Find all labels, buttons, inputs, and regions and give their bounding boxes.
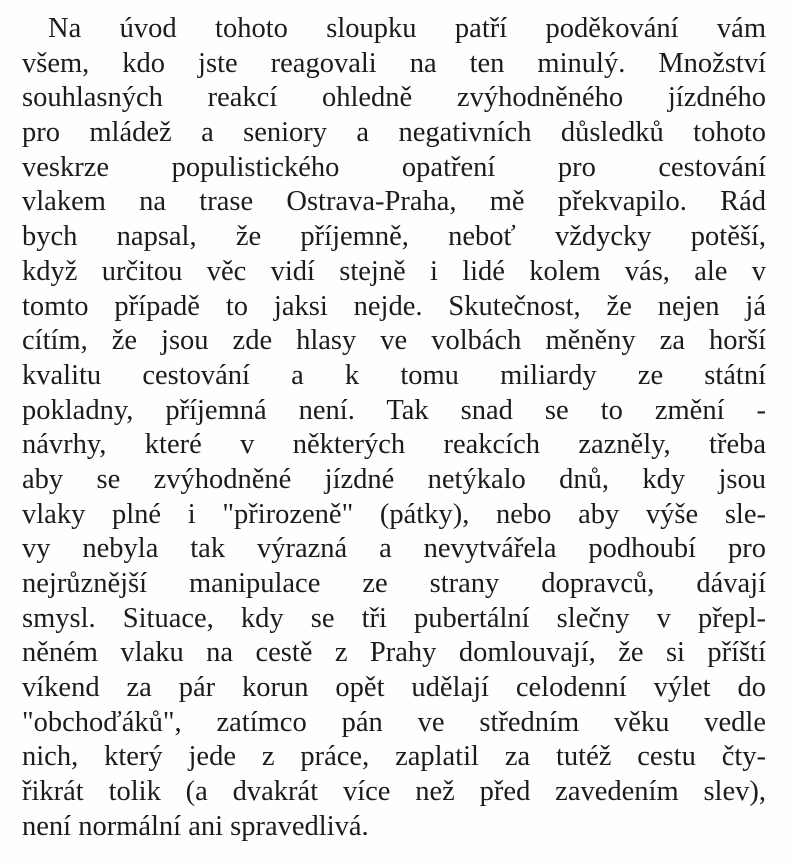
article-line: bych napsal, že příjemně, neboť vždycky potěší, xyxy=(22,221,766,253)
article-line: Na úvod tohoto sloupku patří poděkování vám xyxy=(48,13,766,44)
article-line: vlakem na trase Ostrava-Praha, mě překvapilo. Rád xyxy=(22,186,766,218)
article-line: "obchoďáků", zatímco pán ve středním věku vedle xyxy=(22,706,766,738)
article-line: pokladny, příjemná není. Tak snad se to změní - xyxy=(22,394,766,426)
article-line: není normální ani spravedlivá. xyxy=(22,810,369,842)
article-line: nejrůznější manipulace ze strany dopravců, dávají xyxy=(22,568,766,599)
article-line: vlaky plné i "přirozeně" (pátky), nebo aby výše sle- xyxy=(22,498,766,530)
article-line: veskrze populistického opatření pro cestování xyxy=(22,151,766,183)
article-line: víkend za pár korun opět udělají celodenní výlet do xyxy=(22,672,766,704)
article-line: vy nebyla tak výrazná a nevytvářela podhoubí pro xyxy=(22,533,766,565)
article-line: něném vlaku na cestě z Prahy domlouvají, že si příští xyxy=(22,637,766,669)
article-line: nich, který jede z práce, zaplatil za tutéž cestu čty- xyxy=(22,741,766,773)
article-line: návrhy, které v některých reakcích zazněly, třeba xyxy=(22,429,766,461)
article-line: když určitou věc vidí stejně i lidé kolem vás, ale v xyxy=(22,255,766,287)
article-line: cítím, že jsou zde hlasy ve volbách měněny za horší xyxy=(22,325,766,357)
article-line: řikrát tolik (a dvakrát více než před zavedením slev), xyxy=(22,776,766,808)
article-line: smysl. Situace, kdy se tři pubertální slečny v přepl- xyxy=(22,602,766,634)
article-line: tomto případě to jaksi nejde. Skutečnost, že nejen já xyxy=(22,290,766,322)
article-line: všem, kdo jste reagovali na ten minulý. Množství xyxy=(22,47,766,79)
article-line: pro mládež a seniory a negativních důsledků tohoto xyxy=(22,117,766,149)
article-line: souhlasných reakcí ohledně zvýhodněného jízdného xyxy=(22,82,766,114)
article-line: aby se zvýhodněné jízdné netýkalo dnů, kdy jsou xyxy=(22,463,766,495)
article-column xyxy=(22,12,766,845)
article-line: kvalitu cestování a k tomu miliardy ze státní xyxy=(22,359,766,391)
